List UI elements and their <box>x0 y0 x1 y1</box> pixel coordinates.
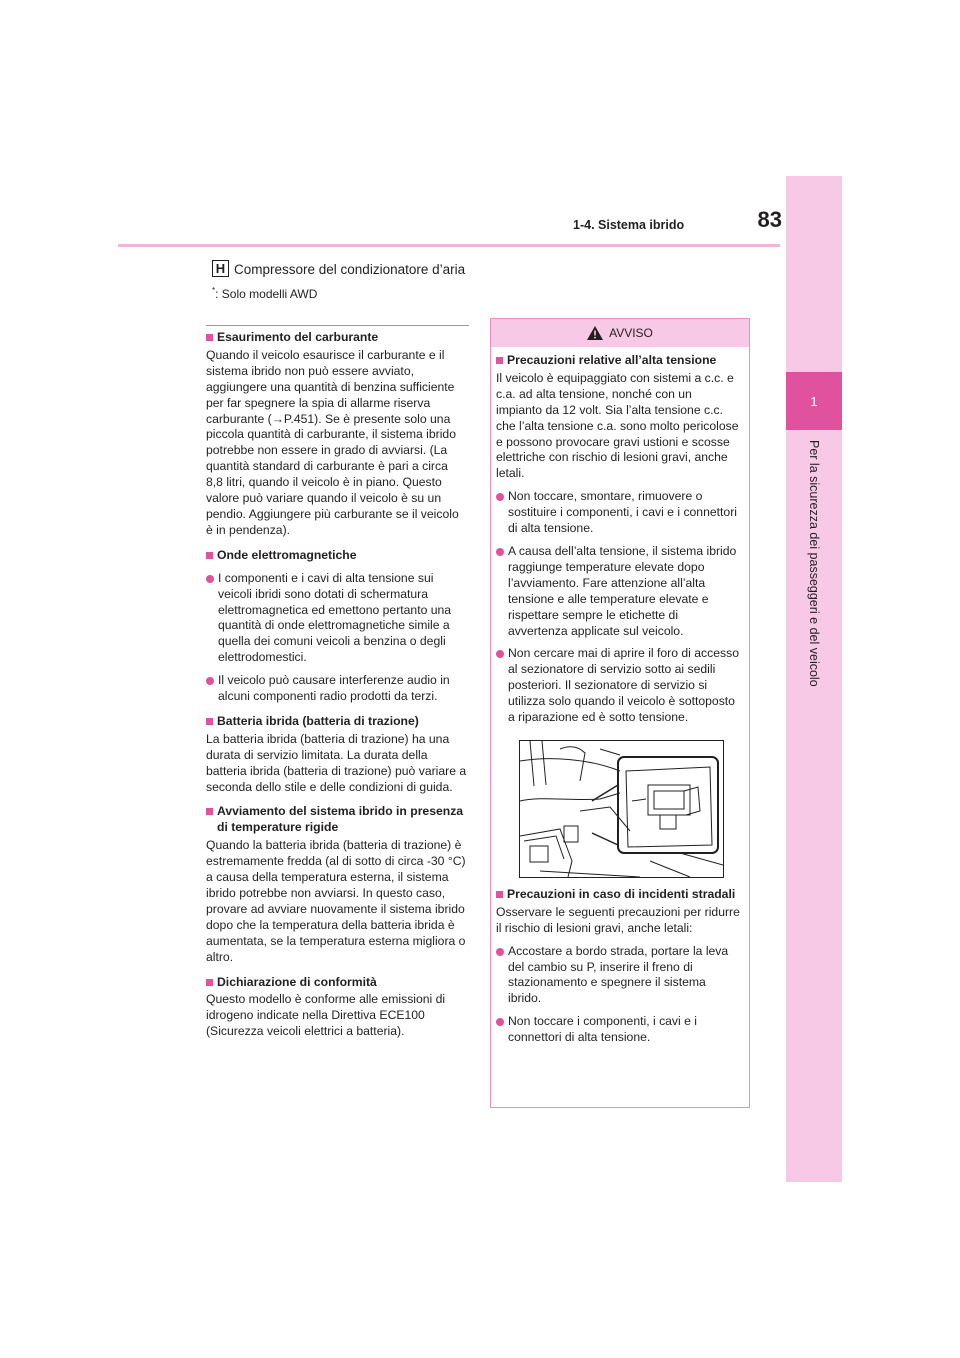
heading-high-voltage: Precauzioni relative all’alta tensione <box>496 353 741 369</box>
service-plug-illustration <box>519 740 724 878</box>
bullet-em-1: I componenti e i cavi di alta tensione sui veicoli ibridi sono dotati di schermatura elettromagnetica ed emettono pertanto una quantità di onde elettromagnetiche simile a quella dei comuni veicoli a benzina o degli elettrodomestici. <box>206 571 468 666</box>
warning-title: AVVISO <box>609 326 653 340</box>
section-title: 1-4. Sistema ibrido <box>573 218 685 232</box>
left-column <box>206 330 468 1040</box>
paragraph-battery: La batteria ibrida (batteria di trazione) ha una durata di servizio limitata. La durata della batteria ibrida (batteria di trazione) può variare a seconda dello stile e delle condizioni di guida. <box>206 731 467 794</box>
chapter-title: Per la sicurezza dei passeggeri e del veicolo <box>807 440 821 687</box>
column-rule <box>206 325 469 326</box>
paragraph-cold-start: Quando la batteria ibrida (batteria di trazione) è estremamente fredda (al di sotto di circa -30 °C) a causa della temperatura esterna, il sistema ibrido potrebbe non avviarsi. In questo caso, provare ad avviare nuovamente il sistema ibrido dopo che la temperatura della batteria ibrida è aumentata, se la temperatura esterna migliora o altro. <box>206 838 466 964</box>
bullet-acc-2: Non toccare i componenti, i cavi e i connettori di alta tensione. <box>496 1014 741 1046</box>
footnote-text: : Solo modelli AWD <box>215 287 318 301</box>
paragraph-accidents: Osservare le seguenti precauzioni per ridurre il rischio di lesioni gravi, anche letali: <box>496 904 740 935</box>
paragraph-conformity: Questo modello è conforme alle emissioni di idrogeno indicate nella Direttiva ECE100 (Sicurezza veicoli elettrici a batteria). <box>206 992 446 1039</box>
footnote <box>212 286 317 301</box>
heading-battery: Batteria ibrida (batteria di trazione) <box>206 714 468 730</box>
callout-label: H <box>212 260 229 277</box>
warning-triangle-icon <box>587 326 603 340</box>
header-rule <box>118 244 780 247</box>
chapter-number-tab: 1 <box>786 372 842 430</box>
compressor-caption: Compressore del condizionatore d’aria <box>234 262 466 277</box>
heading-cold-start: Avviamento del sistema ibrido in presenza di temperature rigide <box>206 804 468 836</box>
paragraph-high-voltage: Il veicolo è equipaggiato con sistemi a c.c. e c.a. ad alta tensione, nonché con un impianto da 12 volt. Sia l’alta tensione c.c. che l’alta tensione c.a. sono molto pericolose e possono provocare gravi ustioni e scosse elettriche con rischio di lesioni gravi, anche letali. <box>496 370 739 481</box>
heading-accidents: Precauzioni in caso di incidenti stradali <box>496 887 741 903</box>
bullet-hv-3: Non cercare mai di aprire il foro di accesso al sezionatore di servizio sotto ai sedili posteriori. Il sezionatore di servizio si utilizza solo quando il veicolo è sottoposto a riparazione ed è sotto tensione. <box>496 646 741 726</box>
heading-em-waves: Onde elettromagnetiche <box>206 548 468 564</box>
bullet-hv-1: Non toccare, smontare, rimuovere o sostituire i componenti, i cavi e i connettori di alta tensione. <box>496 489 741 537</box>
bullet-hv-2: A causa dell’alta tensione, il sistema ibrido raggiunge temperature elevate dopo l’avviamento. Fare attenzione all’alta tensione e alle temperature elevate e rispettare sempre le etichette di avvertenza applicate sul veicolo. <box>496 544 741 639</box>
bullet-acc-1: Accostare a bordo strada, portare la leva del cambio su P, inserire il freno di stazionamento e spegnere il sistema ibrido. <box>496 944 741 1008</box>
page-number: 83 <box>757 207 782 232</box>
heading-conformity: Dichiarazione di conformità <box>206 975 468 991</box>
warning-box <box>490 318 750 1108</box>
footnote-mark: * <box>212 286 216 295</box>
warning-header <box>491 319 749 347</box>
heading-fuel: Esaurimento del carburante <box>206 330 468 346</box>
paragraph-fuel: Quando il veicolo esaurisce il carburante e il sistema ibrido non può essere avviato, aggiungere una quantità di benzina sufficiente per far spegnere la spia di allarme riserva carburante (→P.451). Se è presente solo una piccola quantità di carburante, il sistema ibrido potrebbe non essere in grado di avviarsi. (La quantità standard di carburante è pari a circa 8,8 litri, quando il veicolo è in piano. Questo valore può variare quando il veicolo è su un pendio. Aggiungere più carburante se il veicolo è in pendenza). <box>206 347 459 537</box>
bullet-em-2: Il veicolo può causare interferenze audio in alcuni componenti radio prodotti da terzi. <box>206 673 468 705</box>
warning-body <box>491 347 749 1046</box>
